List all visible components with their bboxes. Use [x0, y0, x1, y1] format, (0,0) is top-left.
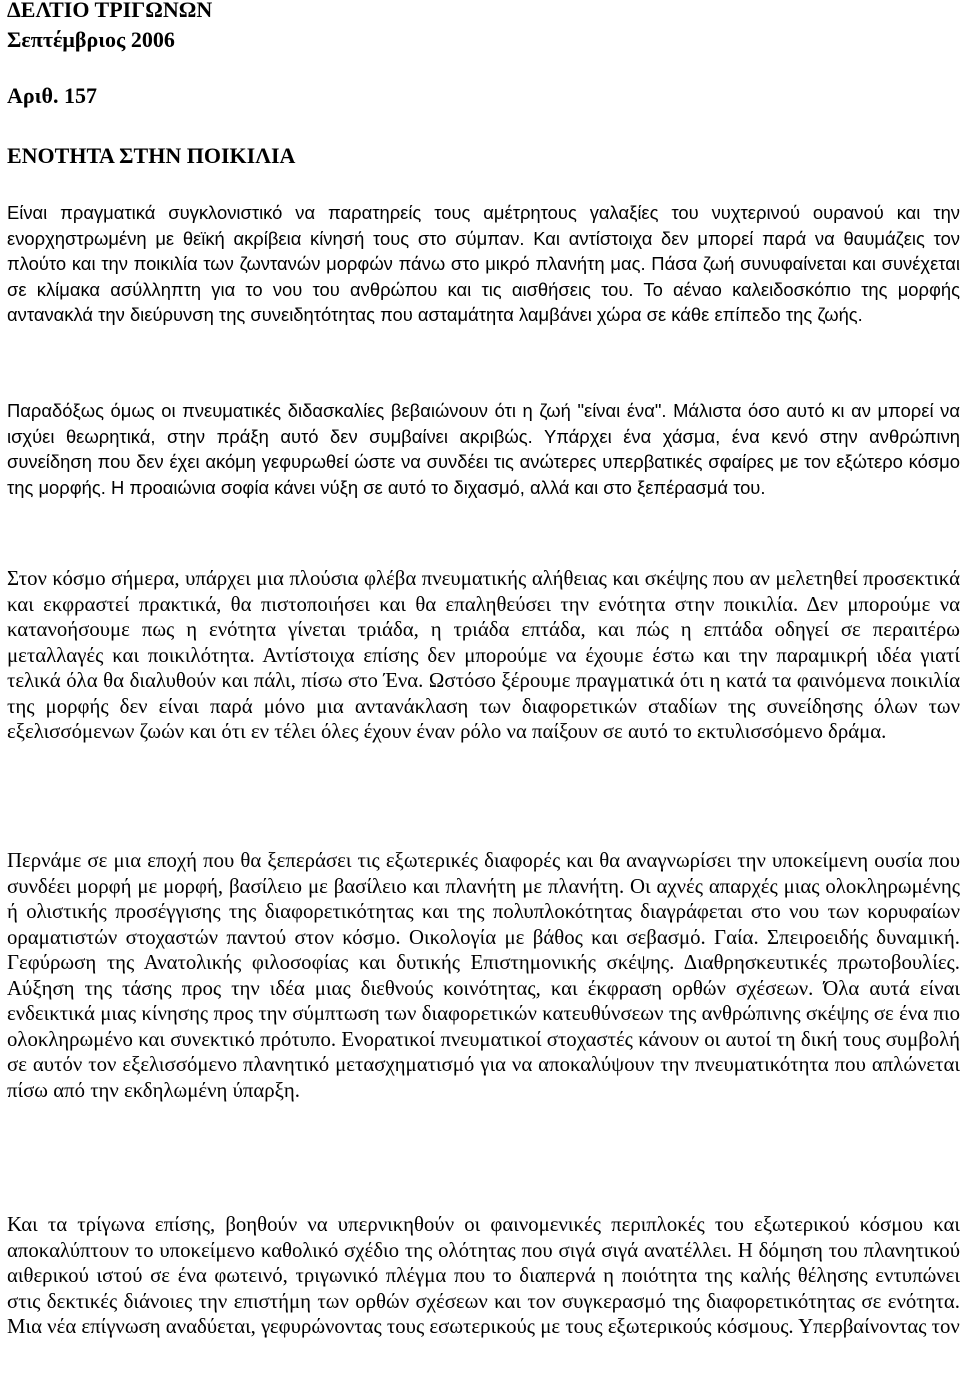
paragraph-2: Παραδόξως όμως οι πνευματικές διδασκαλίες βεβαιώνουν ότι η ζωή "είναι ένα". Μάλιστα όσο αυτό κι αν μπορεί να ισχύει θεωρητικά, στην πράξη αυτό δεν συμβαίνει ακριβώς. Υπάρχει ένα χάσμα, ένα κενό στην ανθρώπινη συνείδηση που δεν έχει ακόμη γεφυρωθεί ώστε να συνδέει τις ανώτερες υπερβατικές σφαίρες με τον εξώτερο κόσμο της μορφής. Η προαιώνια σοφία κάνει νύξη σε αυτό το διχασμό, αλλά και στο ξεπέρασμά του. [7, 400, 960, 498]
paragraph-5: Και τα τρίγωνα επίσης, βοηθούν να υπερνικηθούν οι φαινομενικές περιπλοκές του εξωτερικού κόσμου και αποκαλύπτουν το υποκείμενο καθολικό σχέδιο της ολότητας που σιγά σιγά ανατέλλει. Η δόμηση του πλανητικού αιθερικού ιστού σε ένα φωτεινό, τριγωνικό πλέγμα που το διαπερνά η ποιότητα της καλής θέλησης εντυπώνει στις δεκτικές διάνοιες την επιστήμη των ορθών σχέσεων και τον συγκερασμό της διαφορετικότητας σε ενότητα. Μια νέα επίγνωση αναδύεται, γεφυρώνοντας τους εσωτερικούς με τους εξωτερικούς κόσμους. Υπερβαίνοντας τον [7, 1213, 960, 1338]
issue-number: Αριθ. 157 [7, 83, 97, 108]
paragraph-1: Είναι πραγματικά συγκλονιστικό να παρατηρείς τους αμέτρητους γαλαξίες του νυχτερινού ουρανού και την ενορχηστρωμένη με θεϊκή ακρίβεια κίνησή τους στο σύμπαν. Και αντίστοιχα δεν μπορεί παρά να θαυμάζεις τον πλούτο και την ποικιλία των ζωντανών μορφών πάνω στο μικρό πλανήτη μας. Πάσα ζωή συνυφαίνεται και συνέχεται σε κλίμακα ασύλληπτη για το νου του ανθρώπου και τις αισθήσεις του. Το αέναο καλειδοσκόπιο της μορφής αντανακλά την διεύρυνση της συνειδητότητας που ασταμάτητα λαμβάνει χώρα σε κάθε επίπεδο της ζωής. [7, 202, 960, 325]
paragraph-4: Περνάμε σε μια εποχή που θα ξεπεράσει τις εξωτερικές διαφορές και θα αναγνωρίσει την υποκείμενη ουσία που συνδέει μορφή με μορφή, βασίλειο με βασίλειο και πλανήτη με πλανήτη. Οι αχνές απαρχές μιας ολοκληρωμένης ή ολιστικής προσέγγισης της διαφορετικότητας και της πολυπλοκότητας διαγράφεται στο νου των κορυφαίων οραματιστών στοχαστών παντού στον κόσμο. Οικολογία με βάθος και σεβασμό. Γαία. Σπειροειδής δυναμική. Γεφύρωση της Ανατολικής φιλοσοφίας και δυτικής Επιστημονικής σκέψης. Διαθρησκευτικές πρωτοβουλίες. Αύξηση της τάσης προς την ιδέα μιας διεθνούς κοινότητας, και έκφραση ορθών σχέσεων. Όλα αυτά είναι ενδεικτικά μιας κίνησης προς την σύμπτωση των διαφορετικών κατευθύνσεων της ανθρώπινης σκέψης σε ένα πιο ολοκληρωμένο και συνεκτικό πρότυπο. Ενορατικοί πνευματικοί στοχαστές κάνουν οι αυτοί τη δική τους συμβολή σε αυτόν τον εξελισσόμενο πλανητικό μετασχηματισμό για να αποκαλύψουν την πνευματικότητα που απλώνεται πίσω από την εκδηλωμένη ύπαρξη. [7, 849, 960, 1102]
section-title: ΕΝΟΤΗΤΑ ΣΤΗΝ ΠΟΙΚΙΛΙΑ [7, 143, 296, 168]
bulletin-date: Σεπτέμβριος 2006 [7, 27, 175, 52]
bulletin-title: ΔΕΛΤΙΟ ΤΡΙΓΩΝΩΝ [7, 0, 213, 22]
paragraph-3: Στον κόσμο σήμερα, υπάρχει μια πλούσια φλέβα πνευματικής αλήθειας και σκέψης που αν μελετηθεί προσεκτικά και εκφραστεί πρακτικά, θα πιστοποιήσει και θα επαληθεύσει την ενότητα στην ποικιλία. Δεν μπορούμε να κατανοήσουμε πως η ενότητα γίνεται τριάδα, η τριάδα επτάδα, και πώς η επτάδα οδηγεί σε περαιτέρω μεταλλαγές και ποικιλότητα. Αντίστοιχα επίσης δεν μπορούμε να έχουμε έστω και την παραμικρή ιδέα γιατί τελικά όλα θα διαλυθούν και πάλι, πίσω στο Ένα. Ωστόσο ξέρουμε πραγματικά ότι η κατά τα φαινόμενα ποικιλία της μορφής δεν είναι παρά μόνο μια αντανάκλαση των διαφορετικών σταδίων της συνείδησης όλων των εξελισσόμενων ζωών και ότι εν τέλει όλες έχουν έναν ρόλο να παίξουν σε αυτό το εκτυλισσόμενο δράμα. [7, 567, 960, 743]
